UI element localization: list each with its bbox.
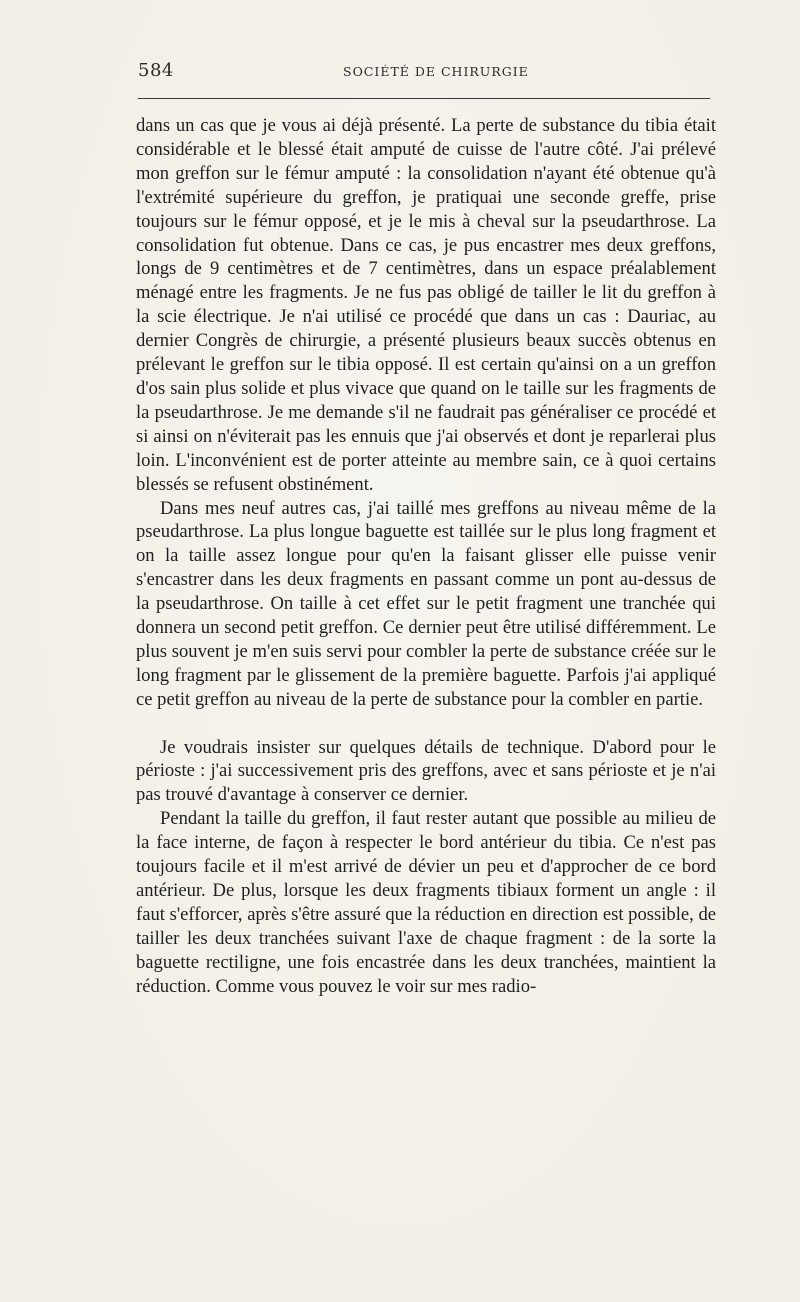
paragraph-technique: Je voudrais insister sur quelques détails de technique. D'abord pour le périoste : j'ai successivement pris des greffons, avec et sans périoste et je n'ai pas trouvé d'avantage à conserver ce dernier. xyxy=(136,736,716,806)
running-head: SOCIÉTÉ DE CHIRURGIE xyxy=(343,64,529,79)
paragraph-neuf-cas: Dans mes neuf autres cas, j'ai taillé mes greffons au niveau même de la pseudarthrose. La plus longue baguette est taillée sur le plus long fragment et on la taille assez longue pour qu'en la faisant glisser elle puisse venir s'encastrer dans les deux fragments en passant comme un pont au-dessus de la pseudarthrose. On taille à cet effet sur le petit fragment une tranchée qui donnera un second petit greffon. Ce dernier peut être utilisé différemment. Le plus souvent je m'en suis servi pour combler la perte de substance créée sur le long fragment par le glissement de la première baguette. Parfois j'ai appliqué ce petit greffon au niveau de la perte de substance pour la combler en partie. xyxy=(136,497,716,710)
page-header xyxy=(138,58,710,86)
body-text xyxy=(136,114,716,999)
paragraph-continued: dans un cas que je vous ai déjà présenté. La perte de substance du tibia était considérable et le blessé était amputé de cuisse de l'autre côté. J'ai prélevé mon greffon sur le fémur amputé : la consolidation n'ayant été obtenue qu'à l'extrémité supérieure du greffon, je pratiquai une seconde greffe, prise toujours sur le fémur opposé, et je le mis à cheval sur la pseudarthrose. La consolidation fut obtenue. Dans ce cas, je pus encastrer mes deux greffons, longs de 9 centimètres et de 7 centimètres, dans un espace préalablement ménagé entre les fragments. Je ne fus pas obligé de tailler le lit du greffon à la scie électrique. Je n'ai utilisé ce procédé que dans un cas : Dauriac, au dernier Congrès de chirurgie, a présenté plusieurs beaux succès obtenus en prélevant le greffon sur le tibia opposé. Il est certain qu'ainsi on a un greffon d'os sain plus solide et plus vivace que quand on le taille sur les fragments de la pseudarthrose. Je me demande s'il ne faudrait pas généraliser ce procédé et si ainsi on n'éviterait pas les ennuis que j'ai observés et dont je reparlerai plus loin. L'inconvénient est de porter atteinte au membre sain, ce à quoi certains blessés se refusent obstinément. xyxy=(136,115,716,495)
paragraph-taille-greffon: Pendant la taille du greffon, il faut rester autant que possible au milieu de la face interne, de façon à respecter le bord antérieur du tibia. Ce n'est pas toujours facile et il m'est arrivé de dévier un peu et d'approcher de ce bord antérieur. De plus, lorsque les deux fragments tibiaux forment un angle : il faut s'efforcer, après s'être assuré que la réduction en direction est possible, de tailler les deux tranchées suivant l'axe de chaque fragment : de la sorte la baguette rectiligne, une fois encastrée dans les deux tranchées, maintient la réduction. Comme vous pouvez le voir sur mes radio- xyxy=(136,808,716,997)
page-number: 584 xyxy=(138,60,174,81)
header-rule xyxy=(138,98,710,99)
